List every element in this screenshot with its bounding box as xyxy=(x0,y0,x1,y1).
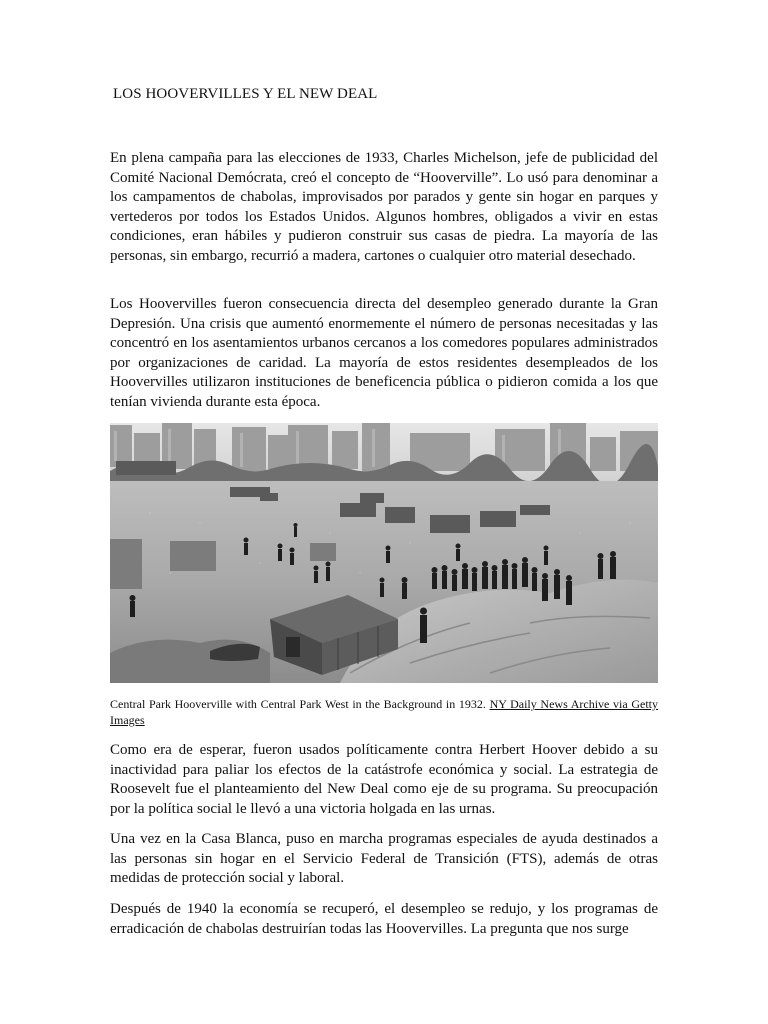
paragraph-2: Los Hoovervilles fueron consecuencia directa del desempleo generado durante la Gran Depresión. Una crisis que aumentó enormemente el número de personas necesitadas y las concentró en los asentamientos urbanos cercanos a los comedores populares administrados por organizaciones de caridad. La mayoría de estos residentes desempleados de los Hoovervilles utilizaron instituciones de beneficencia pública o pidieron comida a los que tenían vivienda durante esta época. xyxy=(110,296,658,410)
photo-caption xyxy=(110,696,658,728)
paragraph-4: Una vez en la Casa Blanca, puso en marcha programas especiales de ayuda destinados a las personas sin hogar en el Servicio Federal de Transición (FTS), además de otras medidas de protección social y laboral. xyxy=(110,831,658,886)
paragraph-1: En plena campaña para las elecciones de 1933, Charles Michelson, jefe de publicidad del Comité Nacional Demócrata, creó el concepto de “Hooverville”. Lo usó para denominar a los campamentos de chabolas, improvisados por parados y gente sin hogar en parques y vertederos por todos los Estados Unidos. Algunos hombres, obligados a vivir en estas condiciones, eran hábiles y pudieron construir sus casas de piedra. La mayoría de las personas, sin embargo, recurrió a madera, cartones o cualquier otro material desechado. xyxy=(110,150,658,264)
document-title: LOS HOOVERVILLES Y EL NEW DEAL xyxy=(113,86,378,102)
hooverville-photo xyxy=(110,423,658,683)
paragraph-5: Después de 1940 la economía se recuperó, el desempleo se redujo, y los programas de erradicación de chabolas destruirían todas las Hoovervilles. La pregunta que nos surge xyxy=(110,901,658,937)
photo-illustration xyxy=(110,423,658,683)
caption-text: Central Park Hooverville with Central Park West in the Background in 1932. xyxy=(110,697,486,711)
paragraph-3: Como era de esperar, fueron usados políticamente contra Herbert Hoover debido a su inactividad para paliar los efectos de la catástrofe económica y social. La estrategia de Roosevelt fue el planteamiento del New Deal como eje de su programa. Su preocupación por la política social le llevó a una victoria holgada en las urnas. xyxy=(110,742,658,817)
caption-source-link[interactable]: NY Daily News Archive via Getty Images xyxy=(110,697,658,727)
